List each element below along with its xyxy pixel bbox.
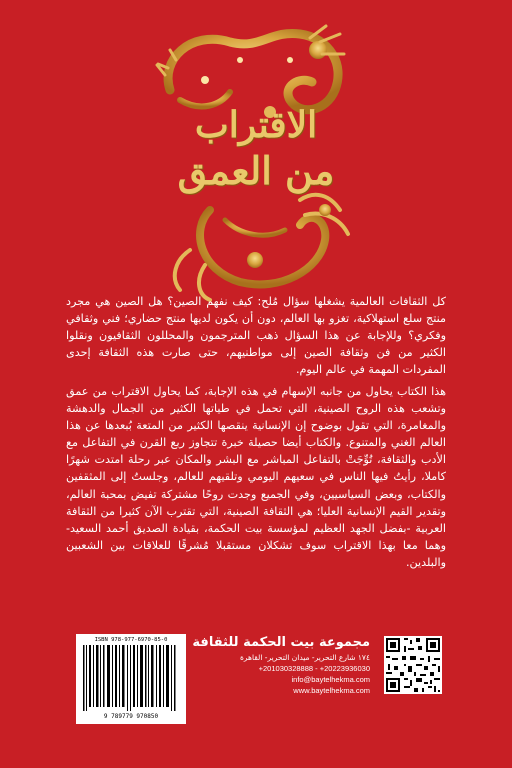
publisher-address: ١٧٤ شارع التحرير- ميدان التحرير- القاهرة: [239, 653, 370, 662]
publisher-phones: +201030328888 - +20223936030: [258, 664, 370, 673]
back-cover-footer: [76, 634, 444, 726]
barcode-bars: [81, 645, 181, 711]
blurb-paragraph-2: هذا الكتاب يحاول من جانبه الإسهام في هذه الإجابة، كما يحاول الاقتراب من عمق وتشعب هذه الروح الصينية، التي تحمل في طياتها الكثير من الجمال والدهشة والمغامرة، التي تقول بوضوح إن الإنسانية ينقصها الكثير من المتعة بُبعدها عن هذا العالم الغني والمتنوع. والكتاب أيضا حصيلة خبرة تتجاوز ربع القرن في التفاعل مع الأدب والثقافة، تُوِّجَتْ بالتفاعل المباشر مع البشر والمكان عبر رحلة امتدت شهرًا كاملا، رأيتُ فيها الناس في سعيهم اليومي وتلقيهم للعالم، وجلستُ إلى المثقفين والكتاب، وبعض السياسيين، وفي الجميع وجدت روحًا مشتركة تفيض بمحبة العالم، وتقدير القيم الإنسانية العليا؛ هي الثقافة الصينية، التي تقترب الآن كثيرا من الثقافة العربية -بفضل الجهد العظيم لمؤسسة بيت الحكمة، بقيادة الصديق أحمد السعيد- وهما معا بهذا الاقتراب سوف تشكلان مستقبلا مُشرقًا للعلاقات بين الشعبين والبلدين.: [66, 385, 446, 569]
publisher-website: www.baytelhekma.com: [293, 686, 370, 695]
book-title-line-2: من العمق: [177, 148, 335, 193]
isbn-number: ISBN 978-977-6970-85-0: [94, 637, 168, 643]
publisher-email: info@baytelhekma.com: [291, 675, 370, 684]
publisher-name: مجموعة بيت الحكمة للثقافة: [192, 635, 370, 650]
publisher-info: [192, 634, 370, 696]
book-title-line-1: الاقتراب: [194, 104, 318, 146]
blurb-paragraph-1: كل الثقافات العالمية يشغلها سؤال مُلح: كيف نفهم الصين؟ هل الصين هي مجرد منتج سلع استهلاكية، تغزو بها العالم، دون أن يكون لديها منتج حضاري؛ فني وثقافي وفكري؟ وللإجابة عن هذا السؤال ذهب المترجمون والمحللون الثقافيون ونقلوا الكثير من فن وثقافة الصين إلى مواطنيهم، حتى صارت هذه الثقافة إحدى المفردات المهمة في عالم اليوم.: [66, 295, 446, 377]
isbn-digits: 9 789779 970850: [103, 713, 159, 720]
qr-code-icon: [384, 636, 442, 694]
isbn-barcode-icon: [76, 634, 186, 724]
